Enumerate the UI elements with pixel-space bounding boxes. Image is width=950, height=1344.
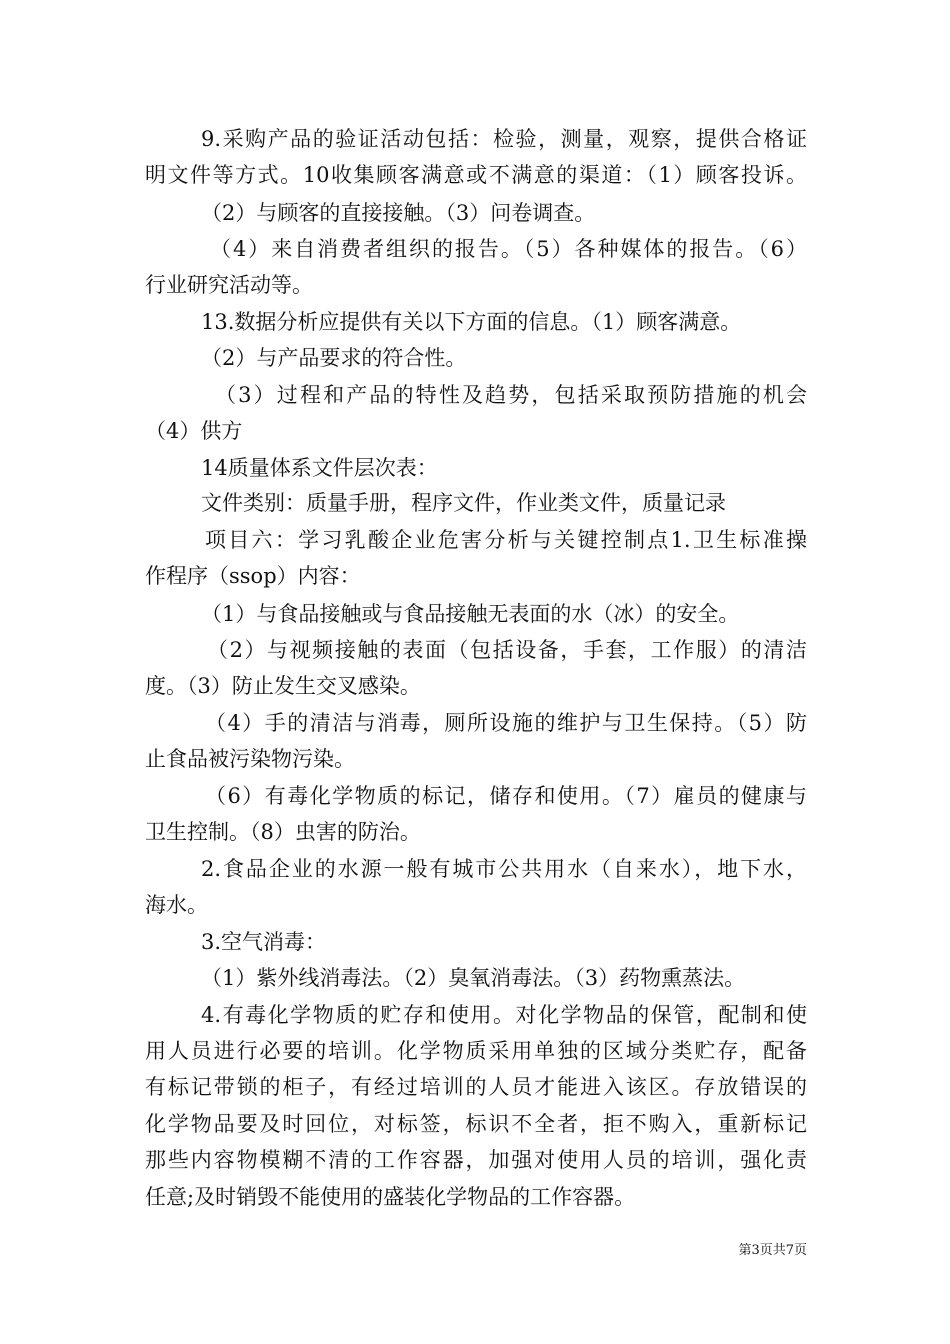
- text-line: （4）供方: [145, 419, 243, 443]
- text-line: 那些内容物模糊不清的工作容器，加强对使用人员的培训，强化责: [145, 1148, 807, 1172]
- text-line: 止食品被污染物污染。: [145, 747, 355, 771]
- text-line: （2）与产品要求的符合性。: [201, 346, 467, 370]
- text-line: 作程序（ssop）内容：: [145, 564, 361, 588]
- text-line: 明文件等方式。10收集顾客满意或不满意的渠道：（1）顾客投诉。: [145, 163, 807, 187]
- text-line: （2）与顾客的直接接触。（3）问卷调查。: [201, 201, 596, 225]
- text-line: （3）过程和产品的特性及趋势，包括采取预防措施的机会: [215, 383, 807, 407]
- text-line: 4.有毒化学物质的贮存和使用。对化学物品的保管，配制和使: [201, 1003, 807, 1027]
- text-line: 2.食品企业的水源一般有城市公共用水（自来水），地下水，: [201, 857, 807, 881]
- text-line: 海水。: [145, 893, 208, 917]
- text-line: 卫生控制。（8）虫害的防治。: [145, 820, 421, 844]
- text-line: 13.数据分析应提供有关以下方面的信息。（1）顾客满意。: [201, 310, 742, 334]
- page-number: 第3页共7页: [738, 1243, 807, 1258]
- text-line: 度。（3）防止发生交叉感染。: [145, 674, 421, 698]
- text-line: 文件类别：质量手册，程序文件，作业类文件，质量记录: [201, 491, 726, 515]
- text-line: （1）与食品接触或与食品接触无表面的水（冰）的安全。: [201, 602, 740, 626]
- text-line: （6）有毒化学物质的标记，储存和使用。（7）雇员的健康与: [205, 784, 807, 808]
- text-line: （4）来自消费者组织的报告。（5）各种媒体的报告。（6）: [210, 237, 807, 261]
- text-line: 任意;及时销毁不能使用的盛装化学物品的工作容器。: [145, 1185, 636, 1209]
- text-line: 用人员进行必要的培训。化学物质采用单独的区域分类贮存，配备: [145, 1039, 807, 1063]
- text-line: 3.空气消毒：: [201, 930, 327, 954]
- text-line: 有标记带锁的柜子，有经过培训的人员才能进入该区。存放错误的: [145, 1075, 807, 1099]
- text-line: （1）紫外线消毒法。（2）臭氧消毒法。（3）药物熏蒸法。: [201, 966, 746, 990]
- text-line: 9.采购产品的验证活动包括：检验，测量，观察，提供合格证: [201, 127, 807, 151]
- text-line: 项目六：学习乳酸企业危害分析与关键控制点1.卫生标准操: [205, 528, 807, 552]
- text-line: 化学物品要及时回位，对标签，标识不全者，拒不购入，重新标记: [145, 1112, 807, 1136]
- text-line: 14质量体系文件层次表：: [201, 456, 438, 480]
- text-line: （2）与视频接触的表面（包括设备，手套，工作服）的清洁: [207, 638, 807, 662]
- text-line: 行业研究活动等。: [145, 273, 313, 297]
- text-line: （4）手的清洁与消毒，厕所设施的维护与卫生保持。（5）防: [205, 711, 807, 735]
